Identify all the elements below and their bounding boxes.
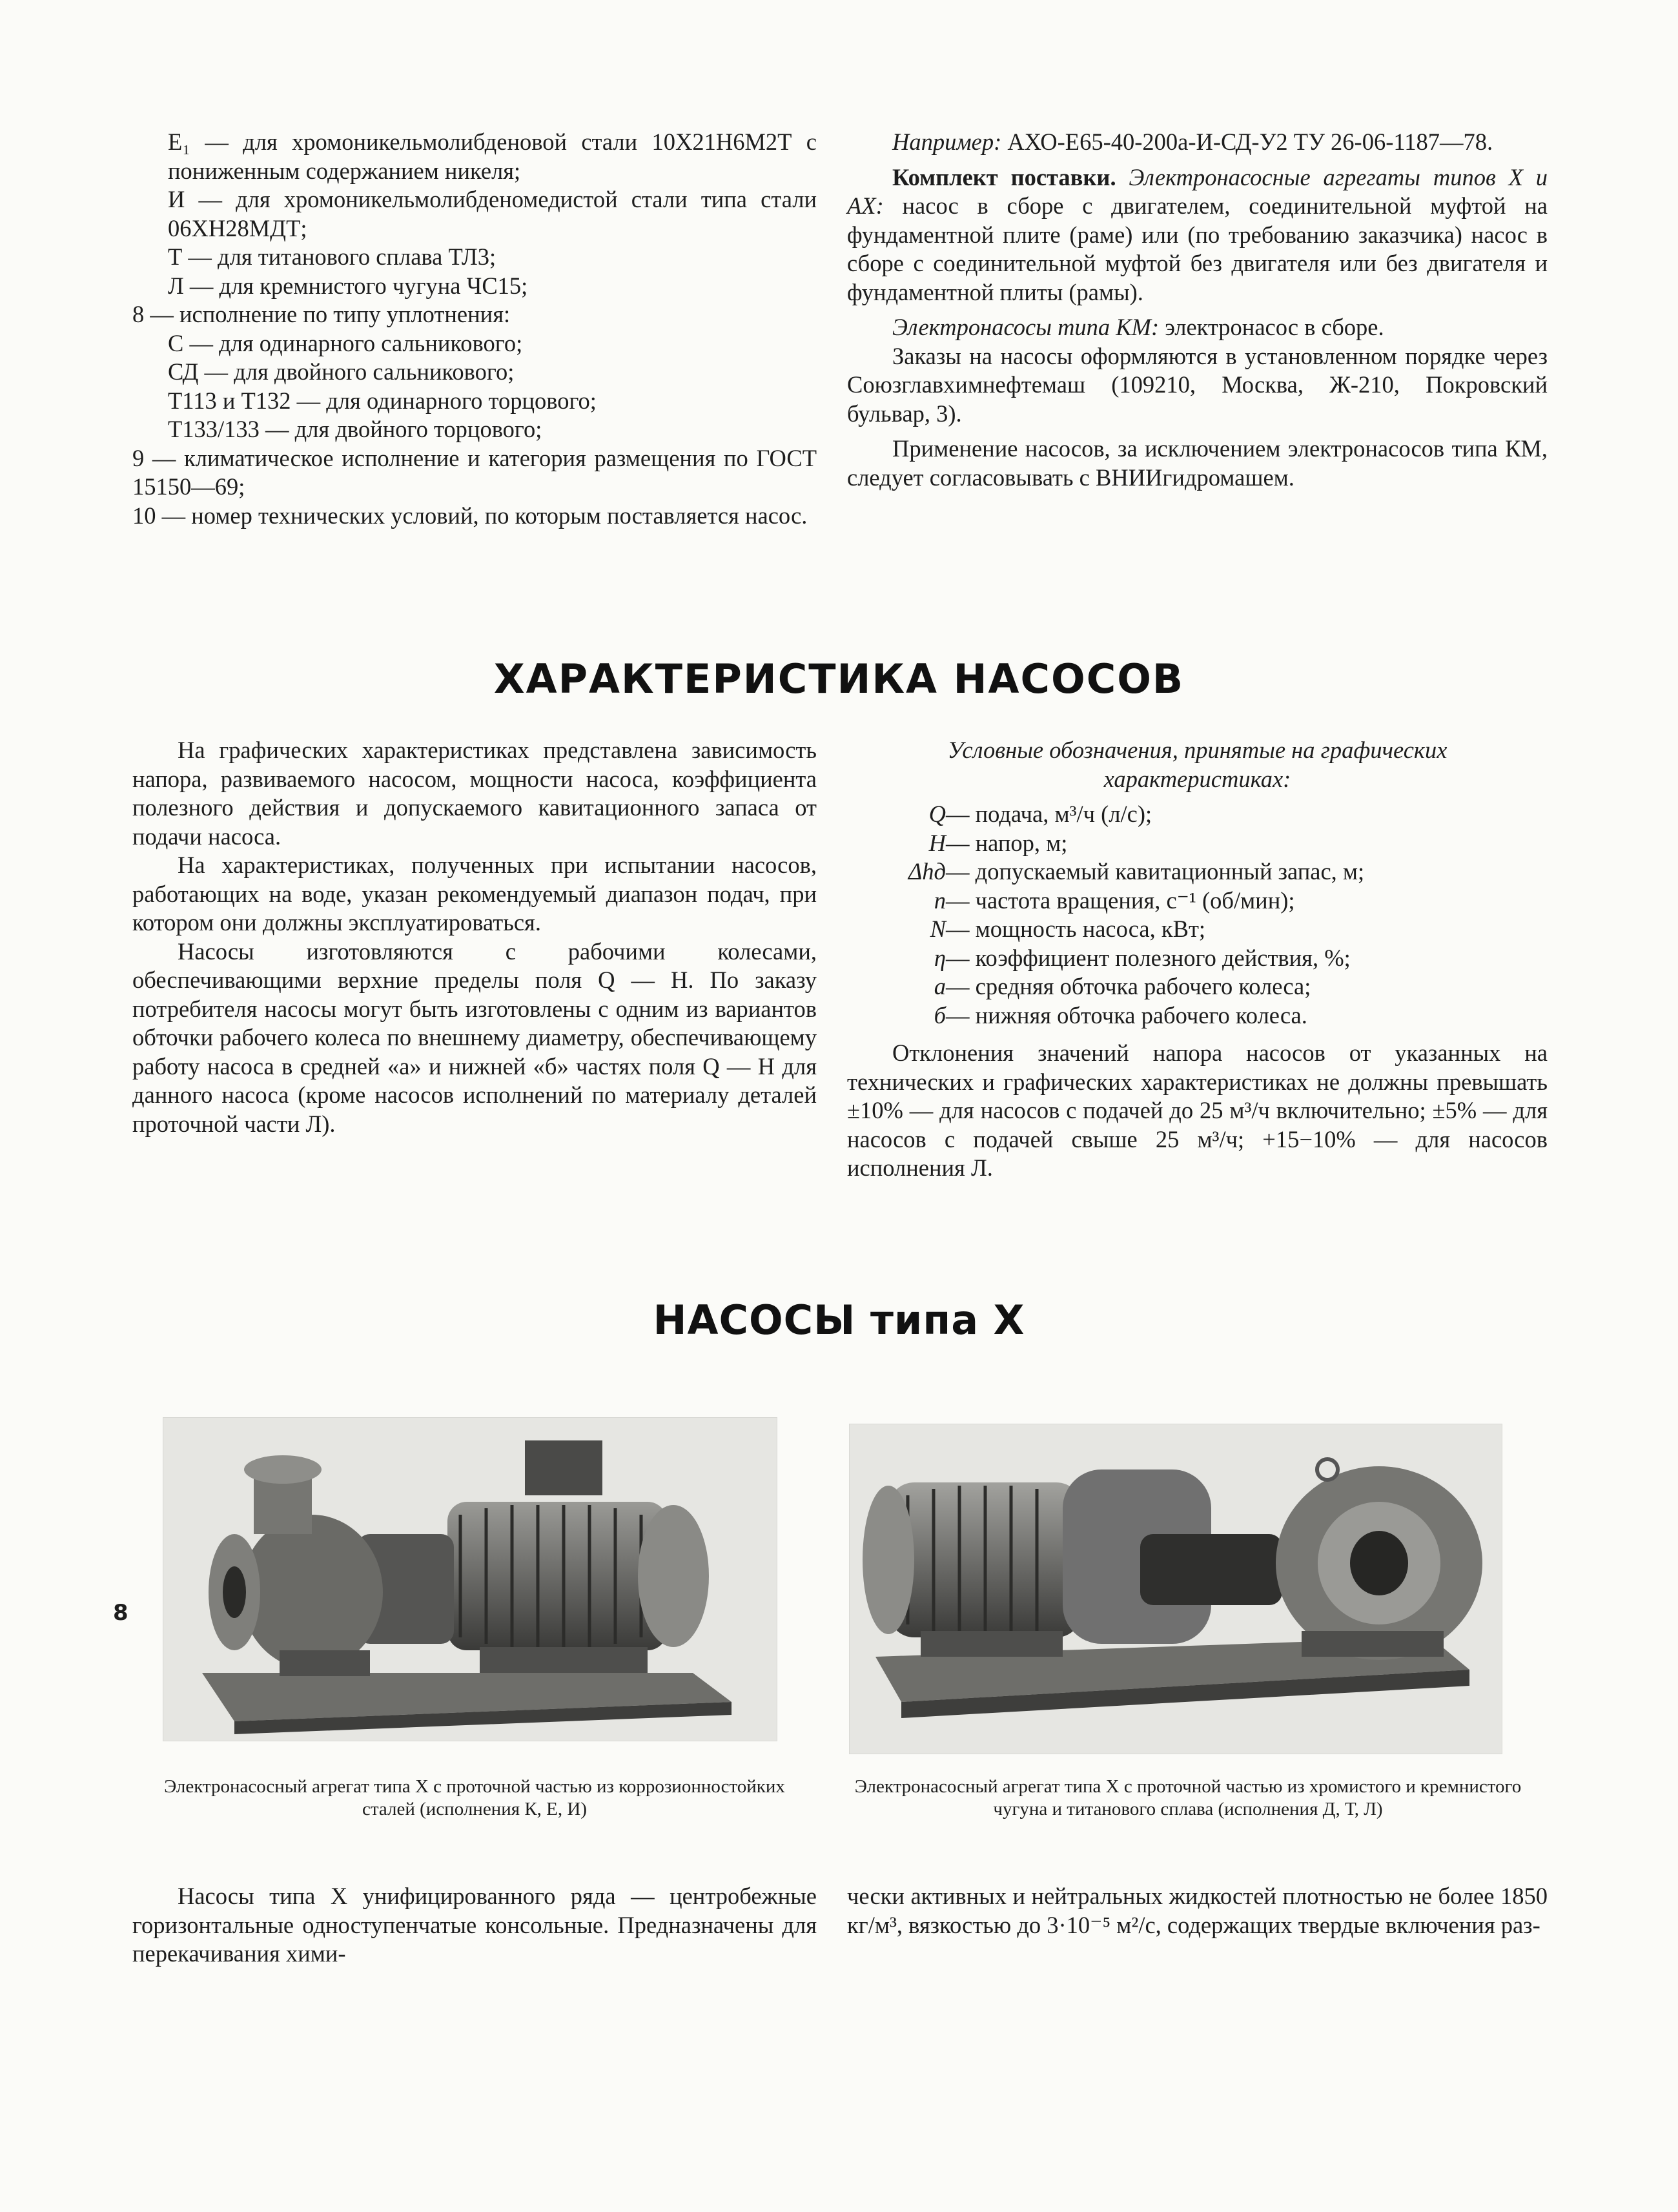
pump-illustration-right bbox=[850, 1424, 1502, 1754]
legend-text: — допускаемый кавитационный запас, м; bbox=[946, 858, 1365, 885]
legend-symbol: Δhд bbox=[908, 858, 946, 885]
supply-label: Комплект поставки. bbox=[892, 163, 1116, 190]
legend-text: — подача, м³/ч (л/с); bbox=[946, 801, 1152, 827]
orders-paragraph: Заказы на насосы оформляются в установленном порядке через Союзглавхимнефтемаш (109210, Москва, Ж-210, Покровский бульвар, 3). bbox=[847, 342, 1548, 427]
page-number: 8 bbox=[113, 1600, 128, 1626]
pump-illustration-left bbox=[163, 1418, 777, 1741]
example-paragraph bbox=[847, 128, 1548, 157]
km-text: электронасос в сборе. bbox=[1159, 314, 1384, 340]
top-right-column bbox=[847, 128, 1548, 492]
characteristics-p3: Насосы изготовляются с рабочими колесами, обеспечивающими верхние пределы поля Q — H. По заказу потребителя насосы могут быть изготовлены с одним из вариантов обточки рабочего колеса по внешнему диаметру, обеспечивающему работу насоса в средней «а» и нижней «б» частях поля Q — H для данного насоса (кроме насосов исполнений по материалу деталей проточной части Л). bbox=[132, 937, 817, 1137]
legend-list bbox=[847, 800, 1548, 1030]
legend-text: — мощность насоса, кВт; bbox=[946, 916, 1206, 942]
pump-photo-left bbox=[163, 1417, 777, 1741]
example-label: Например: bbox=[892, 128, 1002, 155]
legend-symbol: Q bbox=[928, 801, 946, 827]
legend-item bbox=[847, 829, 1548, 858]
supply-paragraph bbox=[847, 163, 1548, 307]
supply-text: насос в сборе с двигателем, соединительной муфтой на фундаментной плите (раме) или (по требованию заказчика) насос в сборе с соединительной муфтой без двигателя или без двигателя и фундаментной плиты (рамы). bbox=[847, 192, 1548, 305]
legend-item bbox=[847, 800, 1548, 829]
application-paragraph: Применение насосов, за исключением электронасосов типа КМ, следует согласовывать с ВНИИгидромашем. bbox=[847, 435, 1548, 491]
bottom-left-column bbox=[132, 1882, 817, 1969]
climate-version: 9 — климатическое исполнение и категория размещения по ГОСТ 15150—69; bbox=[132, 444, 817, 500]
material-t: Т — для титанового сплава ТЛ3; bbox=[168, 243, 496, 270]
photo-caption-right: Электронасосный агрегат типа Х с проточной частью из хромистого и кремнистого чугуна и титанового сплава (исполнения Д, Т, Л) bbox=[854, 1776, 1522, 1819]
legend-item bbox=[847, 944, 1548, 973]
legend-item bbox=[847, 857, 1548, 886]
section-heading-pumps: НАСОСЫ типа Х bbox=[653, 1296, 1025, 1344]
legend-text: — коэффициент полезного действия, %; bbox=[946, 944, 1351, 971]
km-paragraph bbox=[847, 313, 1548, 342]
legend-item bbox=[847, 1001, 1548, 1030]
seal-s: С — для одинарного сальникового; bbox=[168, 329, 523, 356]
material-e1: E₁ — для хромоникельмолибденовой стали 10Х21Н6М2Т с пониженным содержанием никеля; bbox=[168, 128, 817, 184]
material-l: Л — для кремнистого чугуна ЧС15; bbox=[168, 272, 528, 299]
characteristics-p2: На характеристиках, полученных при испытании насосов, работающих на воде, указан рекомендуемый диапазон подач, при котором они должны эксплуатироваться. bbox=[132, 852, 817, 936]
seal-t133: Т133/133 — для двойного торцового; bbox=[168, 416, 542, 442]
mid-left-column bbox=[132, 736, 817, 1138]
material-i: И — для хромоникельмолибденомедистой стали типа стали 06ХН28МДТ; bbox=[168, 186, 817, 241]
deviation-paragraph: Отклонения значений напора насосов от указанных на технических и графических характеристиках не должны превышать ±10% — для насосов с подачей до 25 м³/ч включительно; ±5% — для насосов с подачей свыше 25 м³/ч; +15−10% — для насосов исполнения Л. bbox=[847, 1039, 1548, 1181]
seal-sd: СД — для двойного сальникового; bbox=[168, 358, 515, 385]
legend-symbol: η bbox=[934, 944, 946, 971]
top-left-column bbox=[132, 128, 817, 530]
supply-italic: Электронасосные агрегаты типов Х и АХ: bbox=[847, 163, 1548, 219]
legend-item bbox=[847, 886, 1548, 916]
legend-text: — напор, м; bbox=[946, 829, 1068, 856]
section-heading-characteristics: ХАРАКТЕРИСТИКА НАСОСОВ bbox=[493, 655, 1185, 702]
legend-symbol: б bbox=[934, 1001, 946, 1029]
legend-text: — нижняя обточка рабочего колеса. bbox=[946, 1001, 1307, 1029]
legend-item bbox=[847, 972, 1548, 1001]
pumps-description-cont: чески активных и нейтральных жидкостей плотностью не более 1850 кг/м³, вязкостью до 3·10⁻⁵ м²/с, содержащих твердые включения раз- bbox=[847, 1883, 1548, 1938]
pumps-description-start: Насосы типа Х унифицированного ряда — центробежные горизонтальные одноступенчатые консольные. Предназначены для перекачивания хими- bbox=[132, 1883, 817, 1967]
tech-conditions: 10 — номер технических условий, по которым поставляется насос. bbox=[132, 502, 808, 529]
legend-item bbox=[847, 915, 1548, 944]
bottom-right-column bbox=[847, 1882, 1548, 1940]
legend-symbol: a bbox=[934, 973, 946, 999]
legend-text: — частота вращения, с⁻¹ (об/мин); bbox=[946, 886, 1295, 914]
legend-title: Условные обозначения, принятые на графических характеристиках: bbox=[947, 737, 1448, 792]
legend-symbol: n bbox=[934, 886, 946, 914]
km-italic: Электронасосы типа КМ: bbox=[892, 314, 1160, 340]
characteristics-p1: На графических характеристиках представлена зависимость напора, развиваемого насосом, мощности насоса, коэффициента полезного действия и допускаемого кавитационного запаса от подачи насоса. bbox=[132, 737, 817, 850]
example-text: АХО-Е65-40-200а-И-СД-У2 ТУ 26-06-1187—78. bbox=[1001, 128, 1493, 155]
legend-text: — средняя обточка рабочего колеса; bbox=[946, 973, 1311, 999]
legend-symbol: N bbox=[930, 916, 946, 942]
mid-right-column bbox=[847, 736, 1548, 1183]
seal-t113: Т113 и Т132 — для одинарного торцового; bbox=[168, 387, 597, 414]
seal-type: 8 — исполнение по типу уплотнения: bbox=[132, 301, 511, 327]
photo-caption-left: Электронасосный агрегат типа Х с проточной частью из коррозионностойких сталей (исполнения К, Е, И) bbox=[164, 1776, 785, 1819]
legend-symbol: H bbox=[928, 829, 946, 856]
pump-photo-right bbox=[849, 1424, 1502, 1754]
